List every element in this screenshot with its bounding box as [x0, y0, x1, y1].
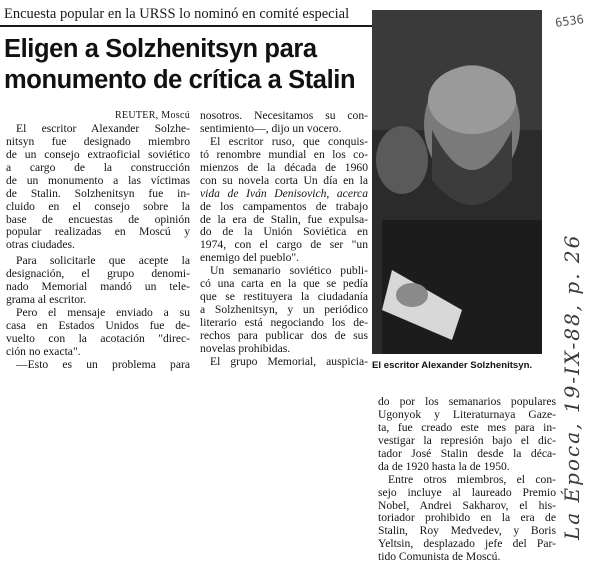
text-line: sejo incluye al laureado Premio [378, 485, 556, 499]
text-line: novelas prohibidas. [200, 341, 291, 355]
text-line: có una carta en la que se pedía [200, 277, 368, 291]
text-line: designación, el grupo denomi- [6, 267, 190, 281]
text-line: Entre otros miembros, el con- [388, 472, 556, 486]
text-line: Stalin, Roy Medvedev, y Boris [378, 524, 556, 538]
photo-caption: El escritor Alexander Solzhenitsyn. [372, 360, 533, 371]
text-line: da de 1920 hasta la de 1950. [378, 459, 510, 473]
text-line: vida de Iván Denisovich, acerca [200, 186, 368, 200]
text-line: de un monumento a las víctimas [6, 173, 190, 187]
text-line: con su novela corta Un día en la [200, 173, 368, 187]
text-line: toriador prohibido en la era de [378, 511, 556, 525]
text-line: El escritor ruso, que conquis- [210, 134, 368, 148]
text-line: ta, fue creado este mes para in- [378, 420, 556, 434]
text-line: Nobel, Andrei Sakharov, el his- [378, 498, 556, 512]
text-line: do por los semanarios populares [378, 395, 556, 408]
article-column-1 [6, 110, 190, 372]
text-line: enemigo del pueblo". [200, 251, 300, 265]
text-line: tó renombre mundial en los co- [200, 147, 368, 161]
text-line: de Stalin. Solzhenitsyn fue in- [6, 186, 190, 200]
kicker: Encuesta popular en la URSS lo nominó en comité especial [4, 6, 350, 22]
text-line: grama al escritor. [6, 293, 87, 307]
text-line: Ugonyok y Literaturnaya Gaze- [378, 407, 556, 421]
text-line: de un consejo extraoficial soviético [6, 147, 190, 161]
text-line: sentimiento—, dijo un vocero. [200, 121, 342, 135]
text-line: popular realizadas en Moscú y [6, 225, 190, 239]
archive-number-stamp: 6536 [554, 12, 585, 30]
text-line: tador José Stalin desde la déca- [378, 446, 556, 460]
text-line: Yeltsin, desplazado jefe del Par- [378, 537, 556, 551]
text-line: que se restituyera la ciudadanía [200, 290, 368, 304]
text-line: casa en Estados Unidos fue de- [6, 319, 190, 332]
text-line: otras ciudades. [6, 238, 75, 252]
text-line: literario está negociando los de- [200, 316, 368, 329]
author-photo [372, 10, 542, 354]
text-line: tido Comunista de Moscú. [378, 550, 501, 564]
text-line: cluido en el consejo sobre la [6, 199, 190, 213]
text-line: El escritor Alexander Solzhe- [16, 121, 190, 135]
headline-line-1: Eligen a Solzhenitsyn para [4, 35, 317, 63]
text-line: do de la Unión Soviética en [200, 225, 368, 239]
text-line: nosotros. Necesitamos su con- [200, 109, 368, 122]
text-line: de la era de Stalin, fue expulsa- [200, 212, 368, 226]
text-line: a Solzhenitsyn, y un periódico [200, 303, 368, 317]
text-line: Para solicitarle que acepte la [16, 254, 190, 268]
text-line: de los campamentos de trabajo [200, 199, 368, 213]
text-line: nado Memorial mandó un tele- [6, 280, 190, 294]
text-line: El grupo Memorial, auspicia- [210, 354, 368, 368]
kicker-rule [0, 25, 372, 27]
text-line: —Esto es un problema para [16, 357, 190, 371]
text-line: vestigar la represión bajo el dic- [378, 433, 556, 447]
headline [4, 34, 366, 96]
text-line: rechos para publicar dos de sus [200, 328, 368, 342]
text-line: base de encuestas de opinión [6, 212, 190, 226]
text-line: mienzos de la década de 1960 [200, 160, 368, 174]
text-line: a cargo de la construcción [6, 160, 190, 174]
text-line: ción no exacta". [6, 344, 81, 358]
text-line: Pero el mensaje enviado a su [16, 306, 190, 320]
handwritten-source-note: La Época, 19-IX-88, p. 26 [560, 233, 584, 540]
headline-line-2: monumento de crítica a Stalin [4, 66, 356, 94]
article-column-2 [200, 110, 368, 369]
dateline: REUTER, Moscú [114, 110, 190, 121]
text-line: 1974, con el cargo de ser "un [200, 238, 368, 252]
text-line: vuelto con la acotación "direc- [6, 331, 190, 345]
text-line: nitsyn fue designado miembro [6, 134, 190, 148]
text-line: Un semanario soviético publi- [210, 264, 368, 278]
article-column-3 [378, 396, 556, 564]
